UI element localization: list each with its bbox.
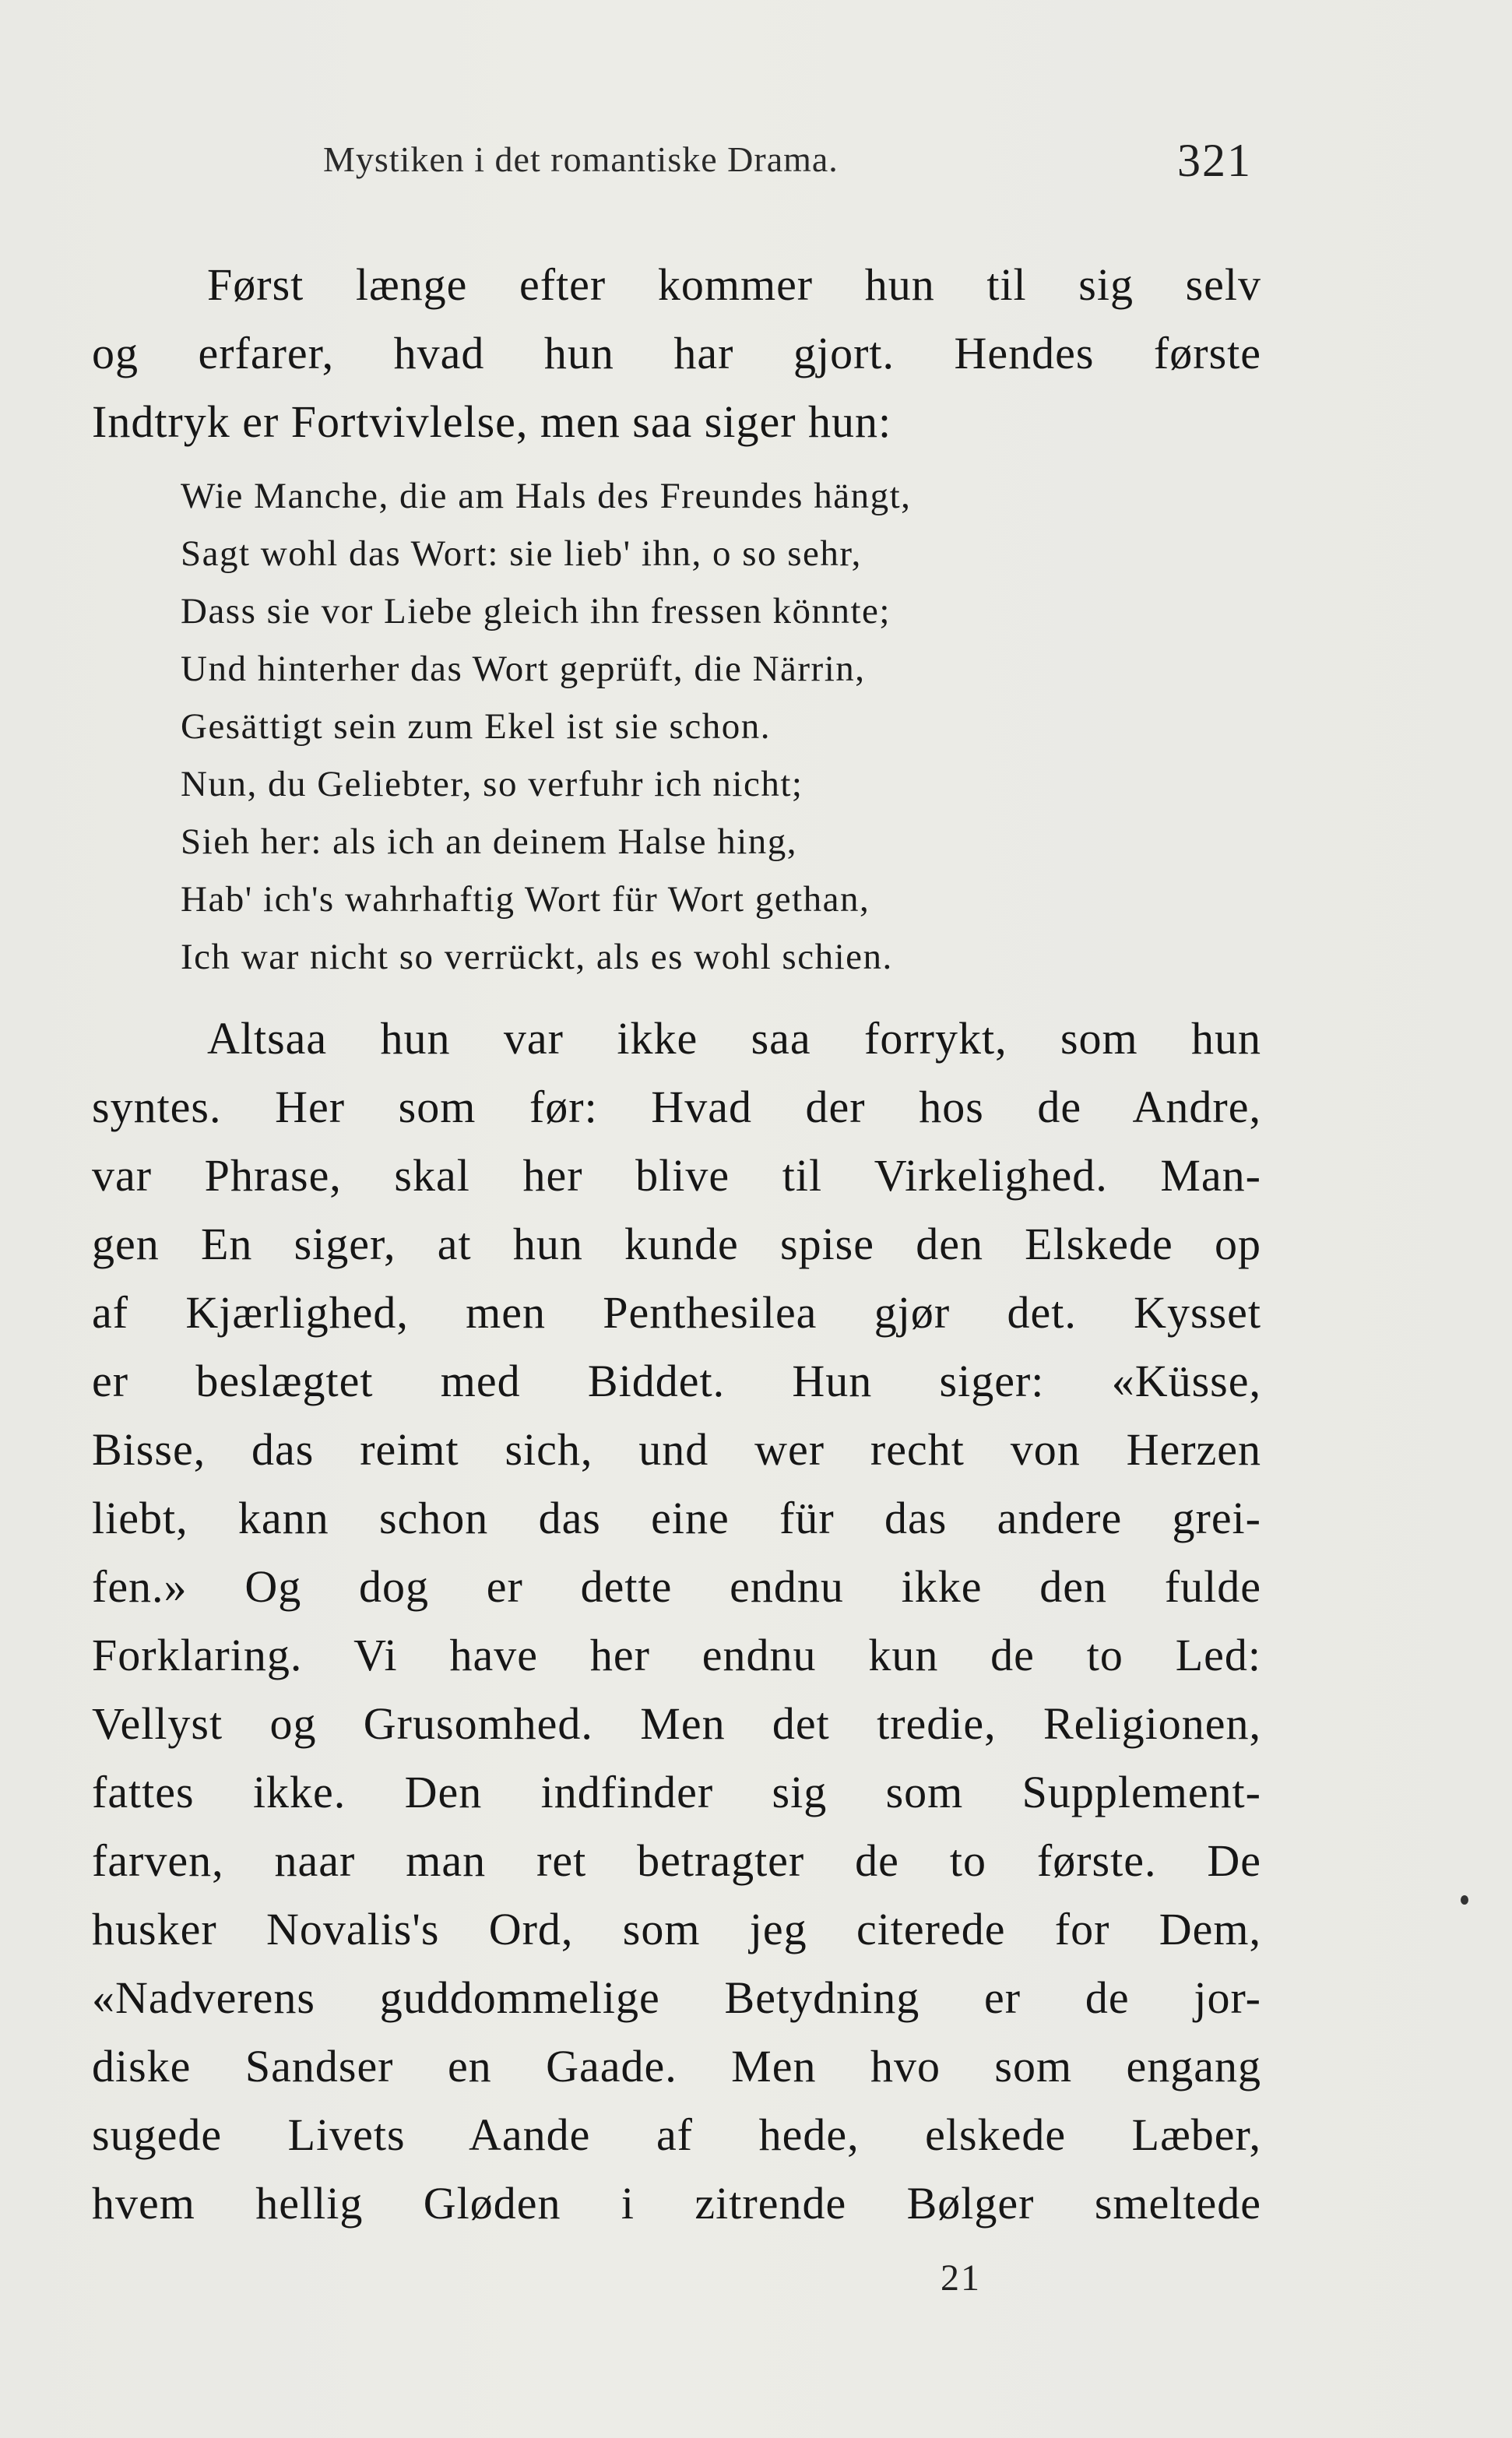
paragraph-1	[92, 251, 1261, 456]
poem-verse: Und hinterher das Wort geprüft, die Närrin,	[181, 649, 866, 689]
poem-verse: Sieh her: als ich an deinem Halse hing,	[181, 821, 798, 862]
text-line: Bisse, das reimt sich, und wer recht von Herzen	[92, 1424, 1261, 1475]
text-line: «Nadverens guddommelige Betydning er de jor-	[92, 1972, 1261, 2023]
text-line: og erfarer, hvad hun har gjort. Hendes første	[92, 328, 1261, 378]
text-line: syntes. Her som før: Hvad der hos de Andre,	[92, 1082, 1261, 1132]
text-line: husker Novalis's Ord, som jeg citerede for Dem,	[92, 1904, 1261, 1954]
running-title: Mystiken i det romantiske Drama.	[323, 139, 839, 179]
poem-verse: Dass sie vor Liebe gleich ihn fressen könnte;	[181, 591, 891, 631]
text-line: er beslægtet med Biddet. Hun siger: «Küsse,	[92, 1356, 1261, 1406]
text-line: Forklaring. Vi have her endnu kun de to Led:	[92, 1630, 1261, 1680]
text-line: Vellyst og Grusomhed. Men det tredie, Religionen,	[92, 1698, 1261, 1749]
text-line: liebt, kann schon das eine für das andere grei-	[92, 1493, 1261, 1543]
poem-verse: Nun, du Geliebter, so verfuhr ich nicht;	[181, 764, 803, 804]
text-line: diske Sandser en Gaade. Men hvo som engang	[92, 2041, 1261, 2091]
text-line: farven, naar man ret betragter de to første. De	[92, 1835, 1261, 1886]
text-line: var Phrase, skal her blive til Virkelighed. Man-	[92, 1150, 1261, 1201]
text-line: gen En siger, at hun kunde spise den Elskede op	[92, 1219, 1261, 1269]
ink-speck	[1461, 1895, 1468, 1905]
text-line: sugede Livets Aande af hede, elskede Læber,	[92, 2109, 1261, 2160]
text-line: Indtryk er Fortvivlelse, men saa siger hun:	[92, 396, 892, 447]
page-number: 321	[1177, 135, 1252, 186]
quoted-poem	[181, 467, 911, 986]
signature-mark: 21	[941, 2257, 981, 2299]
poem-verse: Wie Manche, die am Hals des Freundes hängt,	[181, 476, 912, 516]
poem-verse: Gesättigt sein zum Ekel ist sie schon.	[181, 706, 771, 747]
text-line: af Kjærlighed, men Penthesilea gjør det. Kysset	[92, 1287, 1261, 1338]
text-line: fattes ikke. Den indfinder sig som Supplement-	[92, 1767, 1261, 1817]
text-line: Altsaa hun var ikke saa forrykt, som hun	[207, 1013, 1261, 1064]
poem-verse: Hab' ich's wahrhaftig Wort für Wort gethan,	[181, 879, 870, 920]
paragraph-2	[92, 1004, 1261, 2238]
text-line: hvem hellig Gløden i zitrende Bølger smeltede	[92, 2178, 1261, 2229]
text-line: fen.» Og dog er dette endnu ikke den fulde	[92, 1561, 1261, 1612]
text-line: Først længe efter kommer hun til sig selv	[207, 259, 1261, 310]
poem-verse: Ich war nicht so verrückt, als es wohl schien.	[181, 937, 893, 977]
poem-verse: Sagt wohl das Wort: sie lieb' ihn, o so sehr,	[181, 533, 862, 574]
